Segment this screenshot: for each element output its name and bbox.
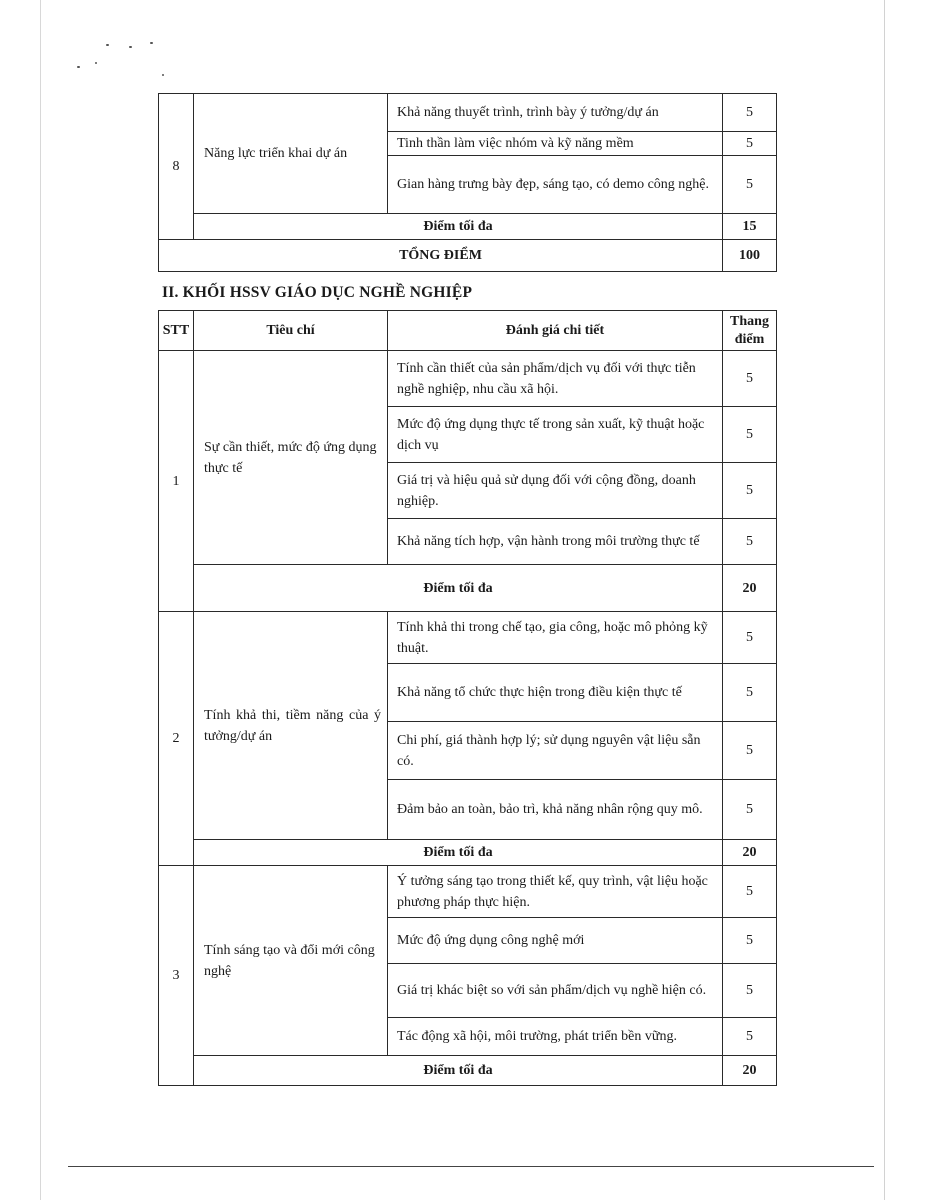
header-row bbox=[159, 311, 777, 351]
detail-cell: Chi phí, giá thành hợp lý; sử dụng nguyên vật liệu sẵn có. bbox=[388, 722, 723, 780]
detail-cell: Gian hàng trưng bày đẹp, sáng tạo, có demo công nghệ. bbox=[388, 156, 723, 214]
max-score-value: 20 bbox=[723, 1056, 777, 1086]
max-score-value: 15 bbox=[723, 214, 777, 240]
criterion-cell: Năng lực triển khai dự án bbox=[194, 94, 388, 214]
max-score-value: 20 bbox=[723, 565, 777, 612]
detail-cell: Mức độ ứng dụng công nghệ mới bbox=[388, 918, 723, 964]
score-cell: 5 bbox=[723, 964, 777, 1018]
criterion-cell: Sự cần thiết, mức độ ứng dụng thực tế bbox=[194, 351, 388, 565]
detail-cell: Khả năng thuyết trình, trình bày ý tưởng/dự án bbox=[388, 94, 723, 132]
score-cell: 5 bbox=[723, 780, 777, 840]
footer-rule bbox=[68, 1166, 874, 1167]
detail-cell: Giá trị khác biệt so với sản phẩm/dịch vụ nghề hiện có. bbox=[388, 964, 723, 1018]
max-score-label: Điểm tối đa bbox=[194, 840, 723, 866]
total-row bbox=[159, 240, 777, 272]
total-label: TỔNG ĐIỂM bbox=[159, 240, 723, 272]
score-cell: 5 bbox=[723, 156, 777, 214]
max-score-row bbox=[159, 214, 777, 240]
detail-cell: Tính khả thi trong chế tạo, gia công, hoặc mô phỏng kỹ thuật. bbox=[388, 612, 723, 664]
max-score-label: Điểm tối đa bbox=[194, 1056, 723, 1086]
max-score-label: Điểm tối đa bbox=[194, 565, 723, 612]
score-cell: 5 bbox=[723, 407, 777, 463]
scoring-table-section-1 bbox=[158, 93, 777, 272]
header-detail: Đánh giá chi tiết bbox=[388, 311, 723, 351]
score-cell: 5 bbox=[723, 664, 777, 722]
detail-cell: Mức độ ứng dụng thực tế trong sản xuất, kỹ thuật hoặc dịch vụ bbox=[388, 407, 723, 463]
stt-cell: 3 bbox=[159, 866, 194, 1086]
header-scale: Thang điểm bbox=[723, 311, 777, 351]
score-cell: 5 bbox=[723, 519, 777, 565]
score-cell: 5 bbox=[723, 132, 777, 156]
detail-cell: Khả năng tổ chức thực hiện trong điều kiện thực tế bbox=[388, 664, 723, 722]
table-row bbox=[159, 94, 777, 132]
stt-cell: 8 bbox=[159, 94, 194, 240]
scan-edge-left bbox=[40, 0, 41, 1200]
score-cell: 5 bbox=[723, 866, 777, 918]
detail-cell: Tính cần thiết của sản phẩm/dịch vụ đối với thực tiễn nghề nghiệp, nhu cầu xã hội. bbox=[388, 351, 723, 407]
table-row bbox=[159, 612, 777, 664]
stt-cell: 1 bbox=[159, 351, 194, 612]
detail-cell: Tinh thần làm việc nhóm và kỹ năng mềm bbox=[388, 132, 723, 156]
max-score-label: Điểm tối đa bbox=[194, 214, 723, 240]
stt-cell: 2 bbox=[159, 612, 194, 866]
score-cell: 5 bbox=[723, 1018, 777, 1056]
header-stt: STT bbox=[159, 311, 194, 351]
criterion-cell: Tính khả thi, tiềm năng của ý tưởng/dự án bbox=[194, 612, 388, 840]
score-cell: 5 bbox=[723, 351, 777, 407]
criterion-cell: Tính sáng tạo và đổi mới công nghệ bbox=[194, 866, 388, 1056]
total-score: 100 bbox=[723, 240, 777, 272]
max-score-value: 20 bbox=[723, 840, 777, 866]
score-cell: 5 bbox=[723, 722, 777, 780]
scoring-table-section-2 bbox=[158, 310, 777, 1086]
max-score-row bbox=[159, 1056, 777, 1086]
table-row bbox=[159, 351, 777, 407]
scan-edge-right bbox=[884, 0, 885, 1200]
score-cell: 5 bbox=[723, 94, 777, 132]
detail-cell: Khả năng tích hợp, vận hành trong môi trường thực tế bbox=[388, 519, 723, 565]
detail-cell: Đảm bảo an toàn, bảo trì, khả năng nhân rộng quy mô. bbox=[388, 780, 723, 840]
detail-cell: Tác động xã hội, môi trường, phát triển bền vững. bbox=[388, 1018, 723, 1056]
detail-cell: Giá trị và hiệu quả sử dụng đối với cộng đồng, doanh nghiệp. bbox=[388, 463, 723, 519]
score-cell: 5 bbox=[723, 918, 777, 964]
section-heading: II. KHỐI HSSV GIÁO DỤC NGHỀ NGHIỆP bbox=[162, 284, 473, 301]
detail-cell: Ý tưởng sáng tạo trong thiết kế, quy trình, vật liệu hoặc phương pháp thực hiện. bbox=[388, 866, 723, 918]
score-cell: 5 bbox=[723, 612, 777, 664]
max-score-row bbox=[159, 840, 777, 866]
header-criterion: Tiêu chí bbox=[194, 311, 388, 351]
max-score-row bbox=[159, 565, 777, 612]
score-cell: 5 bbox=[723, 463, 777, 519]
table-row bbox=[159, 866, 777, 918]
